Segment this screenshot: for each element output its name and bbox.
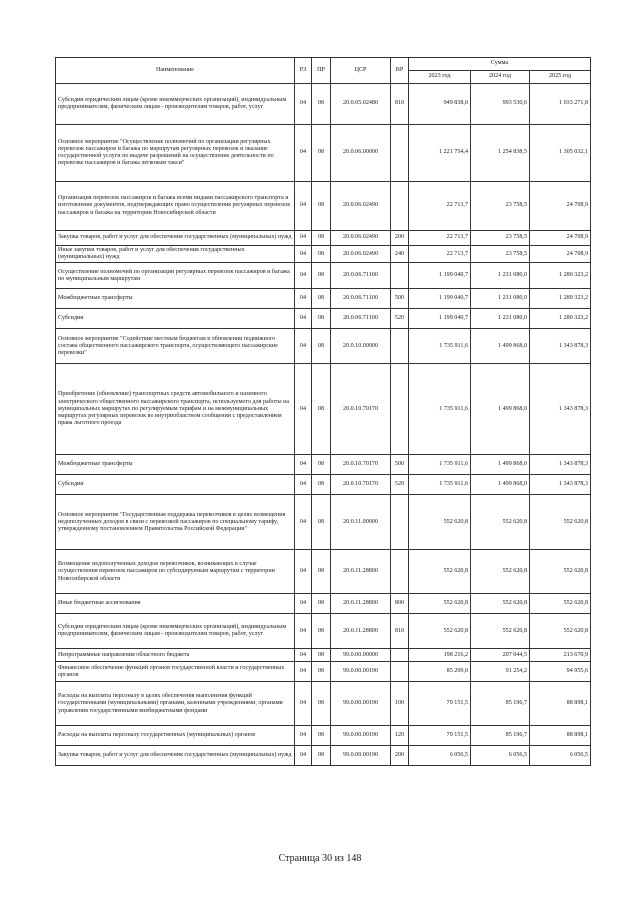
cell-2025: 1 280 323,2: [530, 289, 591, 309]
cell-rz: 04: [295, 455, 312, 475]
cell-pr: 08: [312, 594, 331, 614]
cell-csr: 20.0.11.28800: [331, 614, 391, 649]
cell-vr: [391, 550, 409, 594]
cell-2024: 552 620,8: [471, 550, 530, 594]
cell-2025: 213 670,9: [530, 649, 591, 662]
cell-rz: 04: [295, 495, 312, 550]
cell-name: Возмещение недополученных доходов перевозчиков, возникающих в случае осуществления перевозок пассажиров по субсидируемым маршрутам с территории Новосибирской области: [56, 550, 295, 594]
cell-csr: 20.0.06.02490: [331, 246, 391, 263]
table-row: [56, 246, 591, 263]
cell-pr: 08: [312, 231, 331, 246]
cell-2025: 94 955,6: [530, 662, 591, 682]
cell-pr: 08: [312, 746, 331, 766]
cell-csr: 20.0.10.00000: [331, 329, 391, 364]
page-number: Страница 30 из 148: [278, 853, 362, 864]
cell-name: Субсидии юридическим лицам (кроме некоммерческих организаций), индивидуальным предпринимателям, физическим лицам - производителям товаров, работ, услуг: [56, 614, 295, 649]
cell-2025: 1 280 323,2: [530, 263, 591, 289]
cell-name: Межбюджетные трансферты: [56, 455, 295, 475]
cell-rz: 04: [295, 309, 312, 329]
cell-pr: 08: [312, 246, 331, 263]
cell-2024: 1 499 868,0: [471, 364, 530, 455]
header-name: Наименование: [56, 58, 295, 84]
cell-csr: 99.0.00.00190: [331, 662, 391, 682]
cell-2023: 1 199 040,7: [409, 289, 471, 309]
cell-csr: 20.0.11.00000: [331, 495, 391, 550]
table-row: [56, 455, 591, 475]
cell-pr: 08: [312, 475, 331, 495]
table-row: [56, 475, 591, 495]
cell-2025: 1 033 271,8: [530, 84, 591, 125]
cell-pr: 08: [312, 364, 331, 455]
table-row: [56, 746, 591, 766]
cell-name: Расходы на выплаты персоналу государственных (муниципальных) органов: [56, 726, 295, 746]
cell-2024: 23 758,5: [471, 182, 530, 231]
cell-2023: 1 221 754,4: [409, 125, 471, 182]
cell-2025: 1 305 032,1: [530, 125, 591, 182]
cell-vr: [391, 495, 409, 550]
cell-vr: 500: [391, 455, 409, 475]
cell-vr: [391, 329, 409, 364]
cell-name: Межбюджетные трансферты: [56, 289, 295, 309]
cell-name: Закупка товаров, работ и услуг для обеспечения государственных (муниципальных) нужд: [56, 746, 295, 766]
cell-2023: 1 735 911,6: [409, 329, 471, 364]
cell-2025: 6 056,5: [530, 746, 591, 766]
table-row: [56, 231, 591, 246]
cell-2023: 79 151,5: [409, 726, 471, 746]
cell-2023: 552 620,8: [409, 495, 471, 550]
table-row: [56, 614, 591, 649]
table-row: [56, 329, 591, 364]
cell-2023: 949 838,0: [409, 84, 471, 125]
cell-csr: 20.0.10.70170: [331, 455, 391, 475]
cell-vr: [391, 649, 409, 662]
cell-2024: 23 758,5: [471, 231, 530, 246]
cell-2025: 24 708,9: [530, 182, 591, 231]
cell-2025: 552 620,8: [530, 495, 591, 550]
table-row: [56, 594, 591, 614]
cell-2024: 1 231 080,0: [471, 309, 530, 329]
cell-2024: 91 254,2: [471, 662, 530, 682]
table-row: [56, 125, 591, 182]
cell-name: Непрограммные направления областного бюджета: [56, 649, 295, 662]
cell-vr: [391, 125, 409, 182]
cell-pr: 08: [312, 550, 331, 594]
cell-pr: 08: [312, 726, 331, 746]
cell-name: Расходы на выплаты персоналу в целях обеспечения выполнения функций государственными (муниципальными) органами, казенными учреждениями, органами управления государственными внебюджетными фондами: [56, 682, 295, 726]
cell-rz: 04: [295, 263, 312, 289]
cell-csr: 20.0.06.71100: [331, 309, 391, 329]
cell-2024: 1 499 868,0: [471, 329, 530, 364]
cell-vr: 800: [391, 594, 409, 614]
table-row: [56, 364, 591, 455]
cell-csr: 20.0.06.71100: [331, 289, 391, 309]
cell-pr: 08: [312, 495, 331, 550]
cell-vr: [391, 364, 409, 455]
cell-2023: 1 199 040,7: [409, 263, 471, 289]
cell-rz: 04: [295, 550, 312, 594]
header-rz: РЗ: [295, 58, 312, 84]
cell-csr: 20.0.05.02480: [331, 84, 391, 125]
cell-vr: 810: [391, 614, 409, 649]
cell-name: Субсидии: [56, 475, 295, 495]
cell-2025: 24 708,9: [530, 246, 591, 263]
cell-name: Субсидии: [56, 309, 295, 329]
cell-rz: 04: [295, 746, 312, 766]
cell-csr: 20.0.06.71100: [331, 263, 391, 289]
cell-vr: 120: [391, 726, 409, 746]
table-row: [56, 289, 591, 309]
cell-name: Закупка товаров, работ и услуг для обеспечения государственных (муниципальных) нужд: [56, 231, 295, 246]
cell-pr: 08: [312, 309, 331, 329]
cell-2025: 88 898,1: [530, 726, 591, 746]
cell-2023: 1 735 911,6: [409, 475, 471, 495]
cell-vr: 200: [391, 746, 409, 766]
table-row: [56, 182, 591, 231]
table-row: [56, 84, 591, 125]
cell-csr: 99.0.00.00190: [331, 746, 391, 766]
cell-2023: 1 735 911,6: [409, 455, 471, 475]
cell-rz: 04: [295, 84, 312, 125]
cell-2023: 85 209,0: [409, 662, 471, 682]
cell-pr: 08: [312, 289, 331, 309]
header-csr: ЦСР: [331, 58, 391, 84]
budget-table: [55, 57, 591, 766]
cell-rz: 04: [295, 125, 312, 182]
cell-2025: 1 343 878,3: [530, 455, 591, 475]
table-row: [56, 649, 591, 662]
cell-2024: 207 044,5: [471, 649, 530, 662]
cell-2024: 85 196,7: [471, 682, 530, 726]
header-year-2024: 2024 год: [471, 71, 530, 84]
cell-rz: 04: [295, 289, 312, 309]
cell-vr: [391, 182, 409, 231]
cell-csr: 20.0.10.70170: [331, 364, 391, 455]
cell-2025: 1 280 323,2: [530, 309, 591, 329]
cell-pr: 08: [312, 649, 331, 662]
cell-pr: 08: [312, 455, 331, 475]
cell-rz: 04: [295, 231, 312, 246]
table-row: [56, 263, 591, 289]
cell-2024: 1 499 868,0: [471, 455, 530, 475]
cell-rz: 04: [295, 614, 312, 649]
cell-2023: 6 056,5: [409, 746, 471, 766]
cell-rz: 04: [295, 182, 312, 231]
cell-csr: 99.0.00.00190: [331, 726, 391, 746]
cell-name: Финансовое обеспечение функций органов государственной власти и государственных органов: [56, 662, 295, 682]
cell-2024: 85 196,7: [471, 726, 530, 746]
header-pr: ПР: [312, 58, 331, 84]
cell-2025: 552 620,8: [530, 550, 591, 594]
cell-2023: 1 735 911,6: [409, 364, 471, 455]
cell-pr: 08: [312, 329, 331, 364]
cell-2024: 1 499 868,0: [471, 475, 530, 495]
cell-pr: 08: [312, 84, 331, 125]
header-sum: Сумма: [409, 58, 591, 71]
cell-2023: 1 199 040,7: [409, 309, 471, 329]
cell-pr: 08: [312, 263, 331, 289]
cell-2025: 24 708,9: [530, 231, 591, 246]
cell-2024: 1 254 838,5: [471, 125, 530, 182]
cell-name: Приобретение (обновление) транспортных средств автомобильного и наземного электрического общественного пассажирского транспорта, используемого для работы на муниципальных маршрутах по регулируемым тарифам и на межмуниципальных маршрутах регулярных перевозок во внутриобластном сообщении с предоставлением права льготного проезда: [56, 364, 295, 455]
cell-csr: 20.0.10.70170: [331, 475, 391, 495]
cell-csr: 20.0.06.02490: [331, 231, 391, 246]
cell-vr: 810: [391, 84, 409, 125]
cell-2024: 6 056,5: [471, 746, 530, 766]
cell-csr: 20.0.06.00000: [331, 125, 391, 182]
cell-name: Организация перевозок пассажиров и багажа всеми видами пассажирского транспорта и изготовление документов, подтверждающих право осуществления регулярных перевозок пассажиров и багажа на территории Новосибирской области: [56, 182, 295, 231]
cell-rz: 04: [295, 475, 312, 495]
cell-csr: 20.0.06.02490: [331, 182, 391, 231]
cell-2023: 22 713,7: [409, 231, 471, 246]
cell-name: Субсидии юридическим лицам (кроме некоммерческих организаций), индивидуальным предпринимателям, физическим лицам - производителям товаров, работ, услуг: [56, 84, 295, 125]
cell-name: Основное мероприятие "Содействие местным бюджетам в обновлении подвижного состава общественного пассажирского транспорта, осуществляющего пассажирские перевозки": [56, 329, 295, 364]
cell-2025: 88 898,1: [530, 682, 591, 726]
header-vr: ВР: [391, 58, 409, 84]
table-row: [56, 726, 591, 746]
cell-rz: 04: [295, 329, 312, 364]
cell-rz: 04: [295, 594, 312, 614]
cell-2024: 1 231 080,0: [471, 289, 530, 309]
cell-2024: 23 758,5: [471, 246, 530, 263]
cell-2023: 22 713,7: [409, 246, 471, 263]
cell-2024: 552 620,8: [471, 594, 530, 614]
cell-2023: 22 713,7: [409, 182, 471, 231]
cell-2024: 552 620,8: [471, 614, 530, 649]
cell-2023: 552 620,8: [409, 550, 471, 594]
cell-vr: [391, 263, 409, 289]
table-body: [56, 84, 591, 766]
cell-rz: 04: [295, 682, 312, 726]
cell-2023: 552 620,8: [409, 614, 471, 649]
cell-vr: 200: [391, 231, 409, 246]
cell-csr: 99.0.00.00000: [331, 649, 391, 662]
cell-vr: 240: [391, 246, 409, 263]
cell-name: Основное мероприятие "Государственная поддержка перевозчиков в целях возмещения недополученных доходов в связи с перевозкой пассажиров по специальному тарифу, утвержденному постановлением Правительства Российской Федерации": [56, 495, 295, 550]
cell-vr: 100: [391, 682, 409, 726]
table-row: [56, 495, 591, 550]
cell-name: Иные бюджетные ассигнования: [56, 594, 295, 614]
cell-name: Осуществление полномочий по организации регулярных перевозок пассажиров и багажа по муниципальным маршрутам: [56, 263, 295, 289]
cell-name: Основное мероприятие "Осуществление полномочий по организации регулярных перевозок пассажиров и багажа по маршрутам регулярных перевозок и оказание государственной услуги по выдаче разрешений на осуществление деятельности по перевозке пассажиров и багажа легковым такси": [56, 125, 295, 182]
cell-2023: 198 216,2: [409, 649, 471, 662]
cell-rz: 04: [295, 726, 312, 746]
cell-pr: 08: [312, 682, 331, 726]
table-row: [56, 662, 591, 682]
cell-vr: 500: [391, 289, 409, 309]
cell-2023: 79 151,5: [409, 682, 471, 726]
cell-2024: 1 231 080,0: [471, 263, 530, 289]
cell-csr: 99.0.00.00190: [331, 682, 391, 726]
cell-rz: 04: [295, 662, 312, 682]
cell-pr: 08: [312, 662, 331, 682]
table-row: [56, 550, 591, 594]
cell-csr: 20.0.11.28800: [331, 550, 391, 594]
cell-rz: 04: [295, 364, 312, 455]
table-header: [56, 58, 591, 84]
header-year-2025: 2025 год: [530, 71, 591, 84]
cell-name: Иные закупки товаров, работ и услуг для обеспечения государственных (муниципальных) нужд: [56, 246, 295, 263]
cell-2025: 552 620,8: [530, 614, 591, 649]
cell-csr: 20.0.11.28800: [331, 594, 391, 614]
cell-2025: 1 343 878,3: [530, 475, 591, 495]
header-year-2023: 2023 год: [409, 71, 471, 84]
cell-2024: 993 530,6: [471, 84, 530, 125]
cell-2025: 1 343 878,3: [530, 364, 591, 455]
cell-pr: 08: [312, 182, 331, 231]
cell-2025: 1 343 878,3: [530, 329, 591, 364]
cell-vr: 520: [391, 475, 409, 495]
cell-rz: 04: [295, 246, 312, 263]
cell-pr: 08: [312, 125, 331, 182]
cell-rz: 04: [295, 649, 312, 662]
cell-pr: 08: [312, 614, 331, 649]
cell-vr: [391, 662, 409, 682]
cell-2023: 552 620,8: [409, 594, 471, 614]
table-row: [56, 309, 591, 329]
cell-vr: 520: [391, 309, 409, 329]
table-row: [56, 682, 591, 726]
cell-2025: 552 620,8: [530, 594, 591, 614]
cell-2024: 552 620,8: [471, 495, 530, 550]
